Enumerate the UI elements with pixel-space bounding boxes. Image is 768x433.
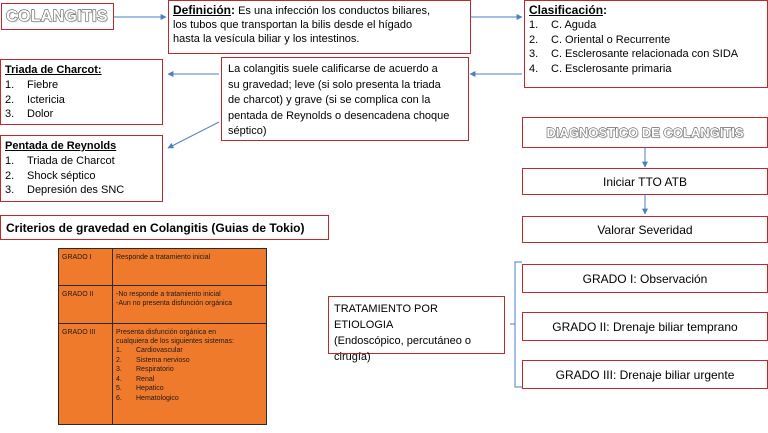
clasificacion-label: Clasificación bbox=[529, 3, 604, 17]
severidad-box bbox=[221, 57, 469, 141]
list-item: 2. Ictericia bbox=[5, 93, 65, 106]
arrow-severidad-to-reynolds bbox=[168, 122, 219, 148]
grado2-box bbox=[522, 312, 768, 341]
criterios-title: Criterios de gravedad en Colangitis (Guias de Tokio) bbox=[6, 220, 305, 235]
list-item: 5. Hepatico bbox=[116, 385, 164, 392]
list-item: 2. C. Oriental o Recurrente bbox=[529, 33, 671, 46]
list-item: 2. Shock séptico bbox=[5, 169, 96, 182]
diagnostico-title-box bbox=[522, 117, 768, 148]
table-row bbox=[59, 286, 267, 324]
list-item: 6. Hematologico bbox=[116, 394, 179, 402]
valorar-severidad-label: Valorar Severidad bbox=[597, 222, 693, 237]
tratamiento-box bbox=[328, 296, 505, 363]
grado-iii-desc: Presenta disfunción orgánica en cualquiera de los siguientes sistemas: 1. Cardiovascular 2. Sistema nervioso 3. Respiratorio 4. Renal 5. Hepatico 6. Hematologico bbox=[113, 324, 267, 425]
tratamiento-line2: (Endoscópico, percutáneo o bbox=[334, 335, 471, 347]
grado3-label: GRADO III: Drenaje biliar urgente bbox=[555, 367, 735, 382]
definicion-line2: los tubos que transportan la bilis desde el hígado bbox=[173, 19, 413, 31]
tratamiento-line3: cirugía) bbox=[334, 351, 371, 363]
severidad-line1: La colangitis suele calificarse de acuerdo a bbox=[228, 63, 438, 75]
colangitis-title-box bbox=[1, 3, 114, 30]
list-item: 4. C. Esclerosante primaria bbox=[529, 62, 672, 75]
reynolds-title: Pentada de Reynolds bbox=[5, 140, 117, 152]
clasificacion-box: Clasificación: 1. C. Aguda 2. C. Oriental o Recurrente 3. C. Esclerosante relacionada con SIDA 4. C. Esclerosante primaria bbox=[524, 0, 768, 88]
grado-i-cell: GRADO I bbox=[59, 249, 113, 286]
grado2-label: GRADO II: Drenaje biliar temprano bbox=[552, 319, 738, 334]
tratamiento-line1: TRATAMIENTO POR ETIOLOGIA bbox=[334, 303, 438, 331]
systems-list bbox=[116, 346, 263, 403]
grado3-box bbox=[522, 360, 768, 389]
grado-ii-cell: GRADO II bbox=[59, 286, 113, 324]
definicion-line3: hasta la vesícula biliar y los intestinos. bbox=[173, 33, 360, 45]
grados-table bbox=[58, 248, 267, 425]
list-item: 3. Dolor bbox=[5, 108, 54, 120]
clasificacion-list bbox=[529, 18, 763, 76]
severidad-line2: su gravedad; leve (si solo presenta la triada bbox=[228, 78, 441, 91]
list-item: 1. Cardiovascular bbox=[116, 347, 183, 354]
definicion-box: Definición: Es una infección los conductos biliares, los tubos que transportan la bilis desde el hígado hasta la vesícula biliar y los intestinos. bbox=[168, 0, 471, 54]
valorar-severidad-box bbox=[522, 216, 768, 243]
charcot-box bbox=[0, 59, 163, 125]
severidad-line4: pentada de Reynolds o desencadena choque bbox=[228, 109, 450, 122]
diagnostico-title: DIAGNOSTICO DE COLANGITIS bbox=[546, 125, 744, 140]
list-item: 2. Sistema nervioso bbox=[116, 356, 190, 364]
grado1-box bbox=[522, 264, 768, 293]
definicion-label: Definición bbox=[173, 3, 232, 17]
severidad-line3: de charcot) y grave (si se complica con la bbox=[228, 94, 431, 106]
list-item: 3. Depresión des SNC bbox=[5, 184, 125, 196]
charcot-title: Triada de Charcot: bbox=[5, 64, 102, 76]
list-item: 1. Triada de Charcot bbox=[5, 155, 115, 167]
grado1-label: GRADO I: Observación bbox=[582, 271, 708, 286]
reynolds-list bbox=[5, 154, 158, 198]
charcot-list bbox=[5, 78, 158, 122]
list-item: 4. Renal bbox=[116, 375, 155, 383]
definicion-line1: Es una infección los conductos biliares, bbox=[235, 5, 431, 17]
list-item: 1. Fiebre bbox=[5, 79, 59, 91]
list-item: 3. Respiratorio bbox=[116, 366, 174, 373]
list-item: 3. C. Esclerosante relacionada con SIDA bbox=[529, 48, 739, 60]
grado-iii-cell: GRADO III bbox=[59, 324, 113, 425]
reynolds-box bbox=[0, 135, 163, 202]
colangitis-title: COLANGITIS bbox=[6, 7, 108, 25]
table-row bbox=[59, 249, 267, 286]
severidad-line5: séptico) bbox=[228, 125, 267, 137]
iniciar-tto-box bbox=[522, 168, 768, 195]
brace-grados bbox=[510, 262, 522, 387]
table-row bbox=[59, 324, 267, 425]
grado-i-desc: Responde a tratamiento inicial bbox=[113, 249, 267, 286]
grado-ii-desc: -No responde a tratamiento inicial -Aun no presenta disfunción orgánica bbox=[113, 286, 267, 324]
iniciar-tto-label: Iniciar TTO ATB bbox=[602, 174, 688, 189]
criterios-title-box bbox=[0, 215, 329, 240]
list-item: 1. C. Aguda bbox=[529, 19, 597, 31]
